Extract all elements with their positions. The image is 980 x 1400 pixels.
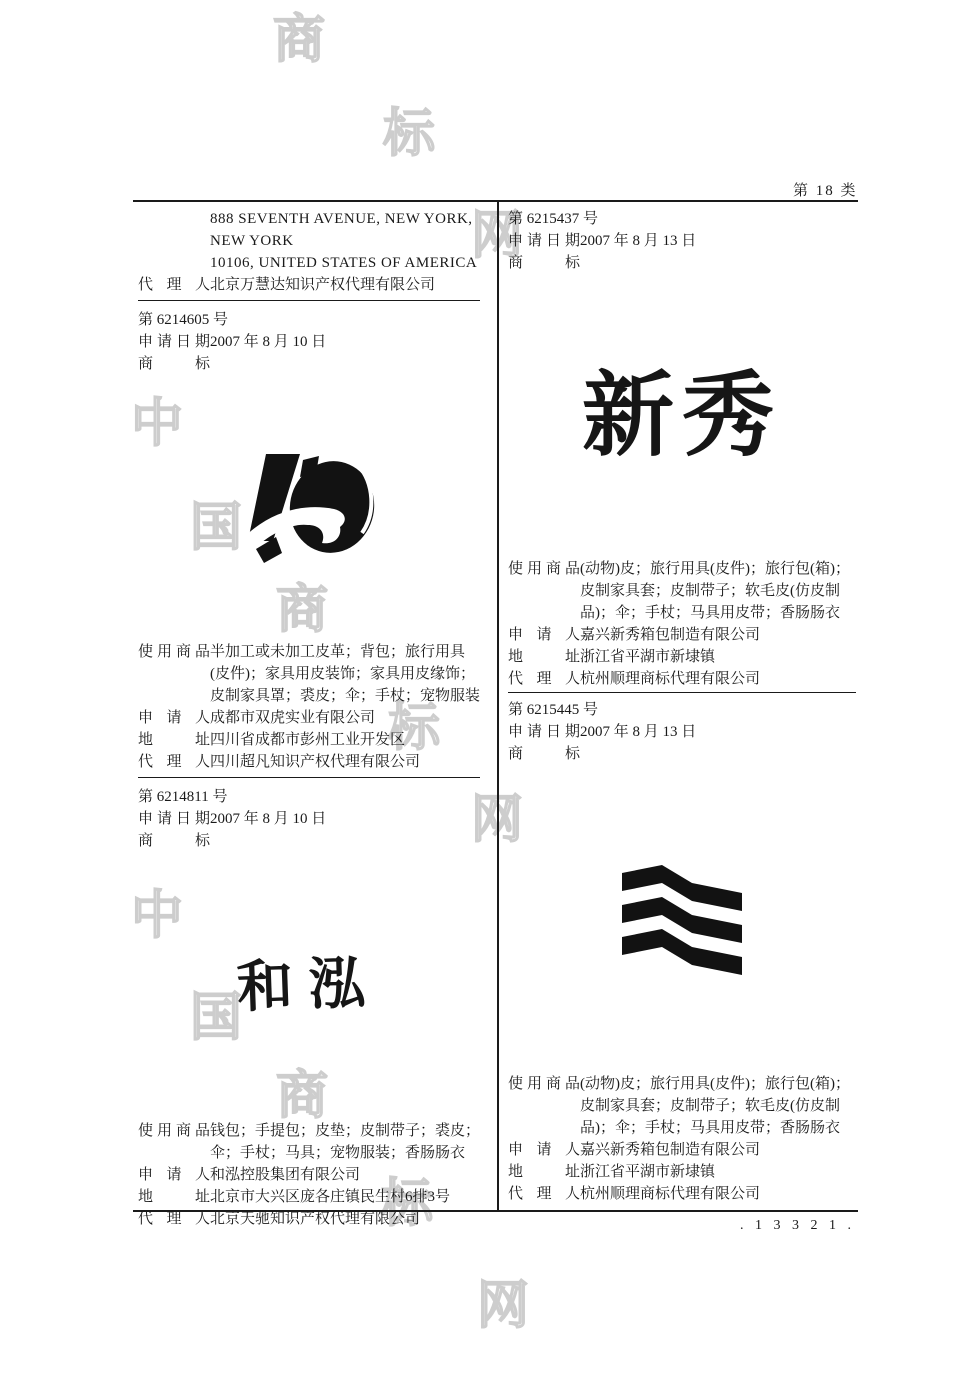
applicant-value: 嘉兴新秀箱包制造有限公司 [580,1142,761,1158]
trademark-entry [138,309,480,773]
applicant-label: 申请人 [508,627,580,643]
agent-label: 代理人 [508,1186,580,1202]
agent-value: 杭州顺理商标代理有限公司 [580,671,761,687]
applicant-label: 申请人 [138,710,210,726]
watermark-glyph: 标 [381,1174,434,1234]
goods-label: 使用商品 [508,561,580,577]
address-label: 地址 [138,1189,210,1205]
watermark-glyph: 国 [190,988,243,1048]
right-column [508,208,856,1205]
watermark-glyph: 标 [388,698,441,758]
address-value: 北京市大兴区庞各庄镇民生村6排3号 [210,1189,451,1205]
goods-value: 钱包；手提包；皮垫；皮制带子；裘皮；伞；手杖；马具；宠物服装；香肠肠衣 [210,1123,481,1161]
address-value: 浙江省平湖市新埭镇 [580,1164,716,1180]
watermark-glyph: 网 [471,206,524,266]
application-date: 2007 年 8 月 10 日 [210,811,327,827]
trademark-logo-xinxiu [508,274,856,558]
footer-rule [133,1210,858,1212]
mark-label: 商标 [508,255,580,271]
watermark-glyph: 商 [276,580,329,640]
applicant-value: 嘉兴新秀箱包制造有限公司 [580,627,761,643]
striped-flag-mark-image [622,863,742,975]
address-value: 四川省成都市彭州工业开发区 [210,732,406,748]
abstract-swoosh-mark-image [242,451,377,566]
mark-label: 商标 [138,356,210,372]
applicant-value: 成都市双虎实业有限公司 [210,710,376,726]
agent-label: 代理人 [138,1211,210,1227]
nice-class-heading: 第 18 类 [793,183,858,199]
entry-separator [138,777,480,778]
application-date: 2007 年 8 月 13 日 [580,724,697,740]
registration-number: 第 6214811 号 [138,789,228,805]
trademark-entry [138,786,481,1234]
registration-number: 第 6215437 号 [508,211,599,227]
address-label: 地址 [508,1164,580,1180]
goods-label: 使用商品 [138,1123,210,1139]
agent-value: 四川超凡知识产权代理有限公司 [210,754,421,770]
goods-value: 半加工或未加工皮革；背包；旅行用具(皮件)；家具用皮装饰；家具用皮缘饰；皮制家具罩；裘皮；伞；手杖；宠物服装 [210,644,481,704]
mark-label: 商标 [508,746,580,762]
goods-value: (动物)皮；旅行用具(皮件)；旅行包(箱)；皮制家具套；皮制带子；软毛皮(仿皮制品)；伞；手杖；马具用皮带；香肠肠衣 [580,561,850,621]
trademark-logo-hehong [138,852,480,1120]
hehong-wordmark: 和泓 [235,950,383,1021]
header-rule [133,200,858,202]
registration-number: 第 6214605 号 [138,312,229,328]
application-date: 2007 年 8 月 13 日 [580,233,697,249]
applicant-address-line: 888 SEVENTH AVENUE, NEW YORK, NEW YORK [210,211,473,249]
trademark-logo-striped-flag [508,765,856,1073]
xinxiu-wordmark: 新秀 [581,362,782,469]
watermark-glyph: 国 [190,498,243,558]
address-label: 地址 [508,649,580,665]
watermark-glyph: 网 [471,790,524,850]
address-label: 地址 [138,732,210,748]
mark-label: 商标 [138,833,210,849]
watermark-glyph: 标 [383,104,436,164]
left-column [138,208,481,1234]
applicant-address-line: 10106, UNITED STATES OF AMERICA [210,255,478,271]
watermark-glyph: 网 [477,1276,530,1336]
date-label: 申请日期 [138,811,210,827]
agent-label: 代理人 [138,277,210,293]
goods-value: (动物)皮；旅行用具(皮件)；旅行包(箱)；皮制家具套；皮制带子；软毛皮(仿皮制品)；伞；手杖；马具用皮带；香肠肠衣 [580,1076,850,1136]
trademark-entry [508,699,856,1205]
date-label: 申请日期 [138,334,210,350]
date-label: 申请日期 [508,233,580,249]
watermark-glyph: 商 [276,1066,329,1126]
registration-number: 第 6215445 号 [508,702,599,718]
applicant-label: 申请人 [138,1167,210,1183]
date-label: 申请日期 [508,724,580,740]
agent-label: 代理人 [508,671,580,687]
watermark-glyph: 中 [131,394,184,454]
watermark-glyph: 商 [273,10,326,70]
watermark-glyph: 中 [131,886,184,946]
agent-value: 杭州顺理商标代理有限公司 [580,1186,761,1202]
applicant-value: 和泓控股集团有限公司 [210,1167,361,1183]
applicant-label: 申请人 [508,1142,580,1158]
address-value: 浙江省平湖市新埭镇 [580,649,716,665]
entry-separator [508,692,856,693]
trademark-entry [508,208,856,690]
agent-value: 北京万慧达知识产权代理有限公司 [210,277,436,293]
carryover-entry [138,208,480,296]
agent-value: 北京天驰知识产权代理有限公司 [210,1211,421,1227]
agent-label: 代理人 [138,754,210,770]
goods-label: 使用商品 [508,1076,580,1092]
column-divider [497,200,499,1210]
entry-separator [138,300,480,301]
goods-label: 使用商品 [138,644,210,660]
trademark-logo-abstract-swoosh [138,375,480,641]
page-number: . 1 3 3 2 1 . [740,1218,855,1233]
application-date: 2007 年 8 月 10 日 [210,334,327,350]
